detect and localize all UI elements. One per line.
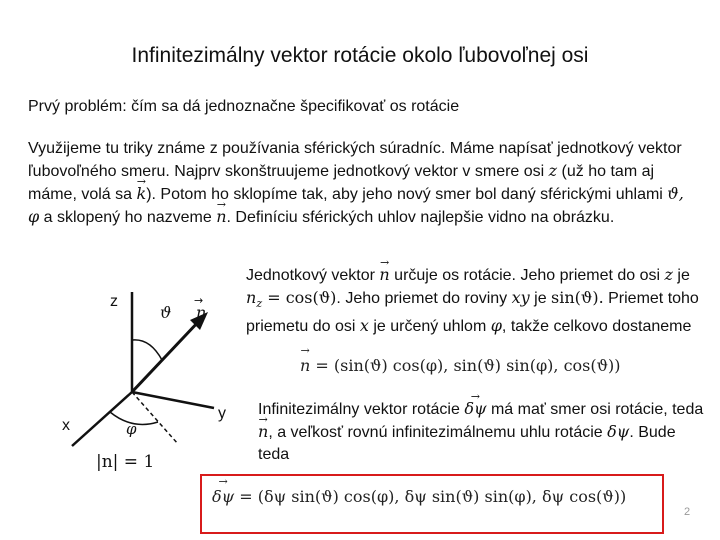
text: Jednotkový vektor xyxy=(246,267,380,284)
math-nz: n xyxy=(246,288,257,307)
vector-n-arrow-icon: → xyxy=(194,294,204,307)
paragraph-projection xyxy=(246,264,708,338)
spherical-angles-diagram xyxy=(50,272,240,462)
formula-n: → n xyxy=(300,356,310,375)
intro-line: Prvý problém: čím sa dá jednoznačne špecifikovať os rotácie xyxy=(28,98,460,115)
text: . Bude teda xyxy=(258,424,676,463)
axis-x-label: x xyxy=(62,417,70,434)
paragraph-spherical xyxy=(28,138,700,229)
formula-unit-vector xyxy=(300,356,621,375)
text: (už ho tam aj máme, volá sa xyxy=(28,163,655,203)
y-axis-line xyxy=(132,392,214,408)
page-number: 2 xyxy=(684,506,691,518)
theta-arc xyxy=(132,340,162,360)
math-xy: xy xyxy=(511,288,530,307)
math-x: x xyxy=(359,316,369,336)
math-angles: ϑ, φ xyxy=(28,184,684,226)
text: Využijeme tu triky známe z používania sférických súradníc. Máme napísať jednotkový vektor ľubovoľného smeru. Najprv skonštruujeme jednotkový vektor v smere osi xyxy=(28,140,682,180)
formula-rhs: = (δψ sin(ϑ) cos(φ), δψ sin(ϑ) sin(φ), δψ cos(ϑ)) xyxy=(234,487,627,506)
vector-n-label: n xyxy=(196,303,207,322)
text: je určený uhlom xyxy=(368,318,491,336)
text: je xyxy=(529,290,552,307)
math-dpsi: δψ xyxy=(607,422,630,441)
math-vector-k: → k xyxy=(136,183,146,205)
slide-title: Infinitezimálny vektor rotácie okolo ľubovoľnej osi xyxy=(131,44,589,67)
math-nz-subscript: z xyxy=(256,297,263,311)
text: Priemet toho priemetu do osi xyxy=(246,290,699,336)
text: . Definíciu sférických uhlov najlepšie vidno na obrázku. xyxy=(226,209,615,226)
formula-dpsi: → δψ xyxy=(212,487,234,506)
theta-label: ϑ xyxy=(160,303,172,322)
text: , takže celkovo dostaneme xyxy=(501,318,692,336)
phi-label: φ xyxy=(126,420,137,438)
text: určuje os rotácie. Jeho priemet do osi xyxy=(389,267,665,284)
math-z: z xyxy=(664,265,673,284)
math-vector-n: → n xyxy=(216,206,226,228)
text: . Jeho priemet do roviny xyxy=(336,290,512,307)
math-vector-n: → n xyxy=(258,421,268,443)
text: a sklopený ho nazveme xyxy=(39,209,217,226)
math-z: z xyxy=(548,161,558,180)
text: ). Potom ho sklopíme tak, aby jeho nový smer bol daný sférickými uhlami xyxy=(146,186,668,203)
paragraph-infinitesimal xyxy=(258,398,708,466)
math-phi: φ xyxy=(490,316,502,336)
axis-y-label: y xyxy=(218,405,226,422)
norm-condition: |n| = 1 xyxy=(96,452,155,472)
axis-z-label: z xyxy=(110,293,118,310)
x-axis-line xyxy=(72,392,132,446)
text: má mať smer osi rotácie, teda xyxy=(486,401,704,418)
math-dpsi-vector: → δψ xyxy=(464,398,486,420)
text: , a veľkosť rovnú infinitezimálnemu uhlu rotácie xyxy=(268,424,608,441)
math-sin: sin(ϑ). xyxy=(551,288,604,307)
vector-n-line xyxy=(132,320,200,392)
text: Infinitezimálny vektor rotácie xyxy=(258,401,465,418)
formula-rotation-vector xyxy=(212,487,626,506)
math-nz-value: = cos(ϑ) xyxy=(262,288,337,307)
formula-rhs: = (sin(ϑ) cos(φ), sin(ϑ) sin(φ), cos(ϑ)) xyxy=(310,356,621,375)
text: je xyxy=(672,267,690,284)
math-vector-n: → n xyxy=(379,264,389,286)
